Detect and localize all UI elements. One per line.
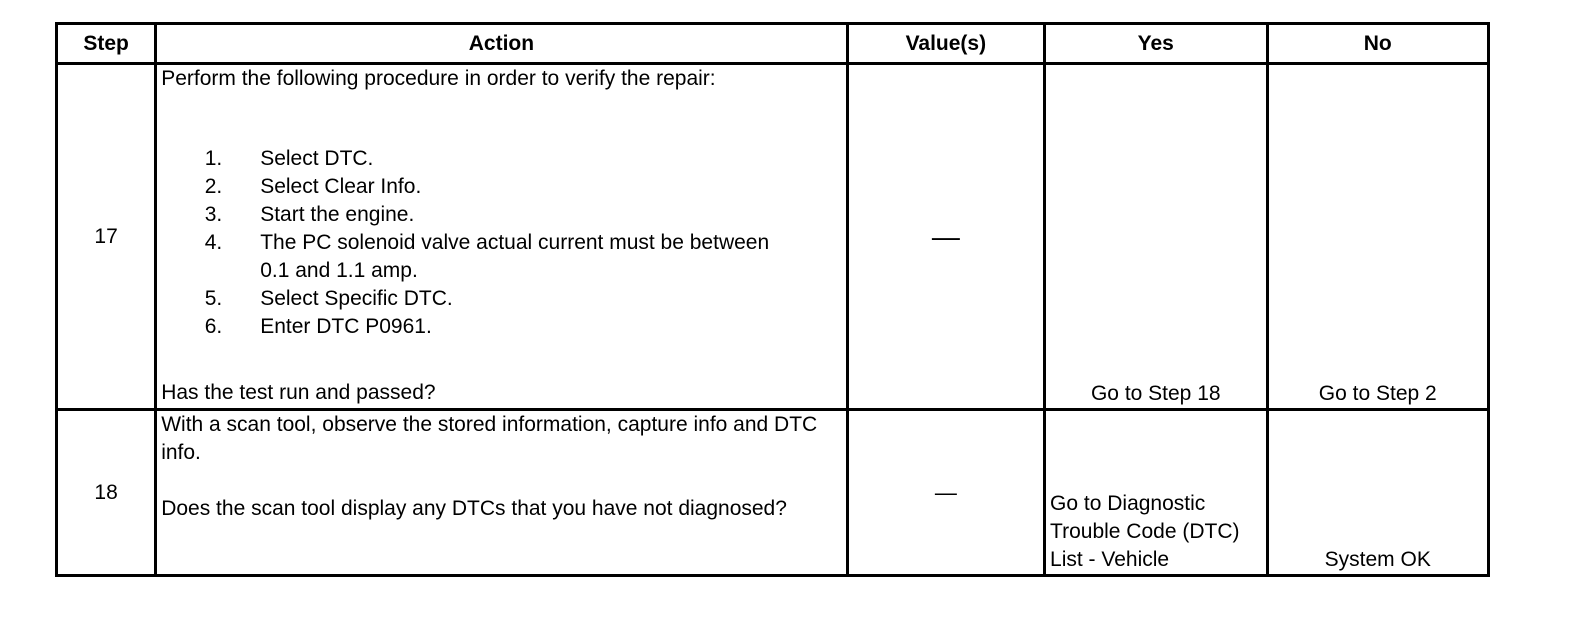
action-cell (156, 64, 847, 410)
list-item-number: 6. (204, 315, 223, 338)
list-item-number: 2. (204, 175, 223, 198)
list-item (161, 173, 841, 201)
list-item-number: 4. (204, 231, 223, 254)
header-values: Value(s) (847, 24, 1044, 64)
action-intro: With a scan tool, observe the stored information, capture info and DTC info. (161, 413, 818, 464)
no-cell: System OK (1267, 410, 1489, 576)
list-item-text: Select Clear Info. (260, 175, 422, 198)
list-item-number: 1. (204, 147, 223, 170)
yes-cell: Go to Step 18 (1045, 64, 1267, 410)
list-item-number: 3. (204, 203, 223, 226)
header-no: No (1267, 24, 1489, 64)
values-cell: — (847, 410, 1044, 576)
no-cell: Go to Step 2 (1267, 64, 1489, 410)
step-number: 17 (57, 64, 156, 410)
step-number: 18 (57, 410, 156, 576)
list-item (161, 201, 841, 229)
table-row (57, 64, 1489, 410)
header-row (57, 24, 1489, 64)
list-item (161, 229, 841, 285)
header-yes: Yes (1045, 24, 1267, 64)
list-item-number: 5. (204, 287, 223, 310)
action-question: Has the test run and passed? (161, 381, 436, 404)
list-item-text: Select Specific DTC. (260, 287, 453, 310)
header-action: Action (156, 24, 847, 64)
list-item-text: Enter DTC P0961. (260, 315, 432, 338)
list-item-text: Select DTC. (260, 147, 374, 170)
procedure-steps-list (161, 145, 841, 341)
diagnostic-procedure-table (55, 22, 1490, 577)
action-intro: Perform the following procedure in order to verify the repair: (161, 67, 716, 90)
table-row (57, 410, 1489, 576)
list-item (161, 313, 841, 341)
list-item-text: The PC solenoid valve actual current must be between 0.1 and 1.1 amp. (260, 231, 770, 282)
table-body (57, 64, 1489, 576)
header-step: Step (57, 24, 156, 64)
table-header (57, 24, 1489, 64)
yes-cell: Go to Diagnostic Trouble Code (DTC) List - Vehicle (1045, 410, 1267, 576)
list-item (161, 285, 841, 313)
action-question: Does the scan tool display any DTCs that you have not diagnosed? (161, 497, 787, 520)
action-cell (156, 410, 847, 576)
values-cell: — (847, 64, 1044, 410)
list-item (161, 145, 841, 173)
list-item-text: Start the engine. (260, 203, 415, 226)
